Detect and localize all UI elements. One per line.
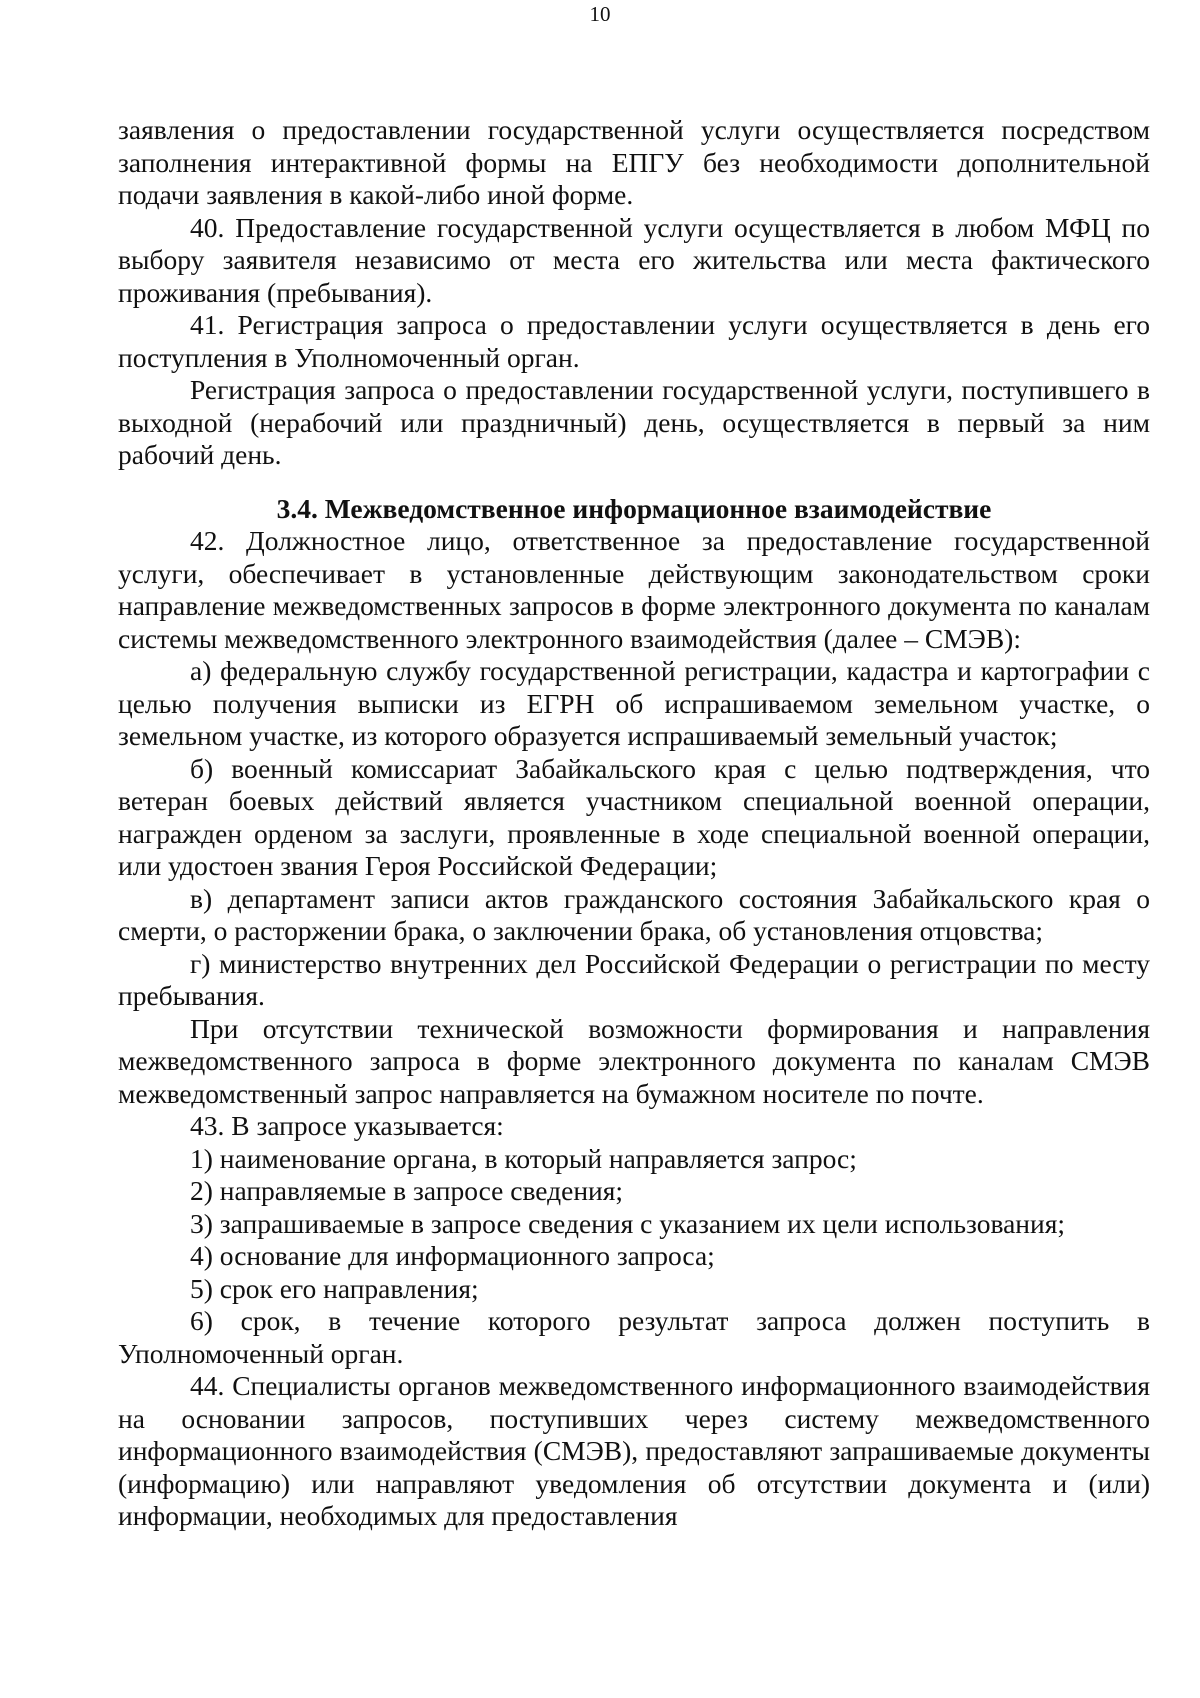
page-number: 10	[589, 2, 611, 26]
list-item-6: 6) срок, в течение которого результат запроса должен поступить в Уполномоченный орган.	[118, 1305, 1150, 1369]
paragraph-41: 41. Регистрация запроса о предоставлении услуги осуществляется в день его поступления в Уполномоченный орган.	[118, 309, 1150, 373]
paragraph-40: 40. Предоставление государственной услуги осуществляется в любом МФЦ по выбору заявителя независимо от места его жительства или места фактического проживания (пребывания).	[118, 211, 1150, 308]
paragraph-registration-holiday: Регистрация запроса о предоставлении государственной услуги, поступившего в выходной (нерабочий или праздничный) день, осуществляется в первый за ним рабочий день.	[118, 374, 1150, 470]
list-item-3: 3) запрашиваемые в запросе сведения с указанием их цели использования;	[190, 1207, 1066, 1239]
list-item-2: 2) направляемые в запросе сведения;	[190, 1175, 624, 1206]
list-item-g: г) министерство внутренних дел Российской Федерации о регистрации по месту пребывания.	[118, 947, 1150, 1011]
list-item-4: 4) основание для информационного запроса;	[190, 1240, 715, 1271]
paragraph-42: 42. Должностное лицо, ответственное за предоставление государственной услуги, обеспечивает в установленные действующим законодательством сроки направление межведомственных запросов в форме электронного документа по каналам системы межведомственного электронного взаимодействия (далее – СМЭВ):	[118, 525, 1150, 654]
paragraph-continuation: заявления о предоставлении государственной услуги осуществляется посредством заполнения интерактивной формы на ЕПГУ без необходимости дополнительной подачи заявления в какой-либо иной форме.	[118, 114, 1150, 210]
list-item-b: б) военный комиссариат Забайкальского края с целью подтверждения, что ветеран боевых действий является участником специальной военной операции, награжден орденом за заслуги, проявленные в ходе специальной военной операции, или удостоен звания Героя Российской Федерации;	[118, 752, 1150, 881]
section-heading-3-4: 3.4. Межведомственное информационное взаимодействие	[276, 492, 992, 524]
document-body	[118, 114, 1150, 1533]
paragraph-no-tech-possibility: При отсутствии технической возможности формирования и направления межведомственного запроса в форме электронного документа по каналам СМЭВ межведомственный запрос направляется на бумажном носителе по почте.	[118, 1012, 1150, 1109]
paragraph-43: 43. В запросе указывается:	[190, 1110, 504, 1141]
list-item-v: в) департамент записи актов гражданского состояния Забайкальского края о смерти, о расторжении брака, о заключении брака, об установления отцовства;	[118, 882, 1150, 946]
list-item-5: 5) срок его направления;	[190, 1272, 479, 1304]
list-item-1: 1) наименование органа, в который направляется запрос;	[190, 1142, 857, 1174]
list-item-a: а) федеральную службу государственной регистрации, кадастра и картографии с целью получения выписки из ЕГРН об испрашиваемом земельном участке, о земельном участке, из которого образуется испрашиваемый земельный участок;	[118, 655, 1150, 751]
paragraph-44: 44. Специалисты органов межведомственного информационного взаимодействия на основании запросов, поступивших через систему межведомственного информационного взаимодействия (СМЭВ), предоставляют запрашиваемые документы (информацию) или направляют уведомления об отсутствии документа и (или) информации, необходимых для предоставления	[118, 1370, 1150, 1531]
